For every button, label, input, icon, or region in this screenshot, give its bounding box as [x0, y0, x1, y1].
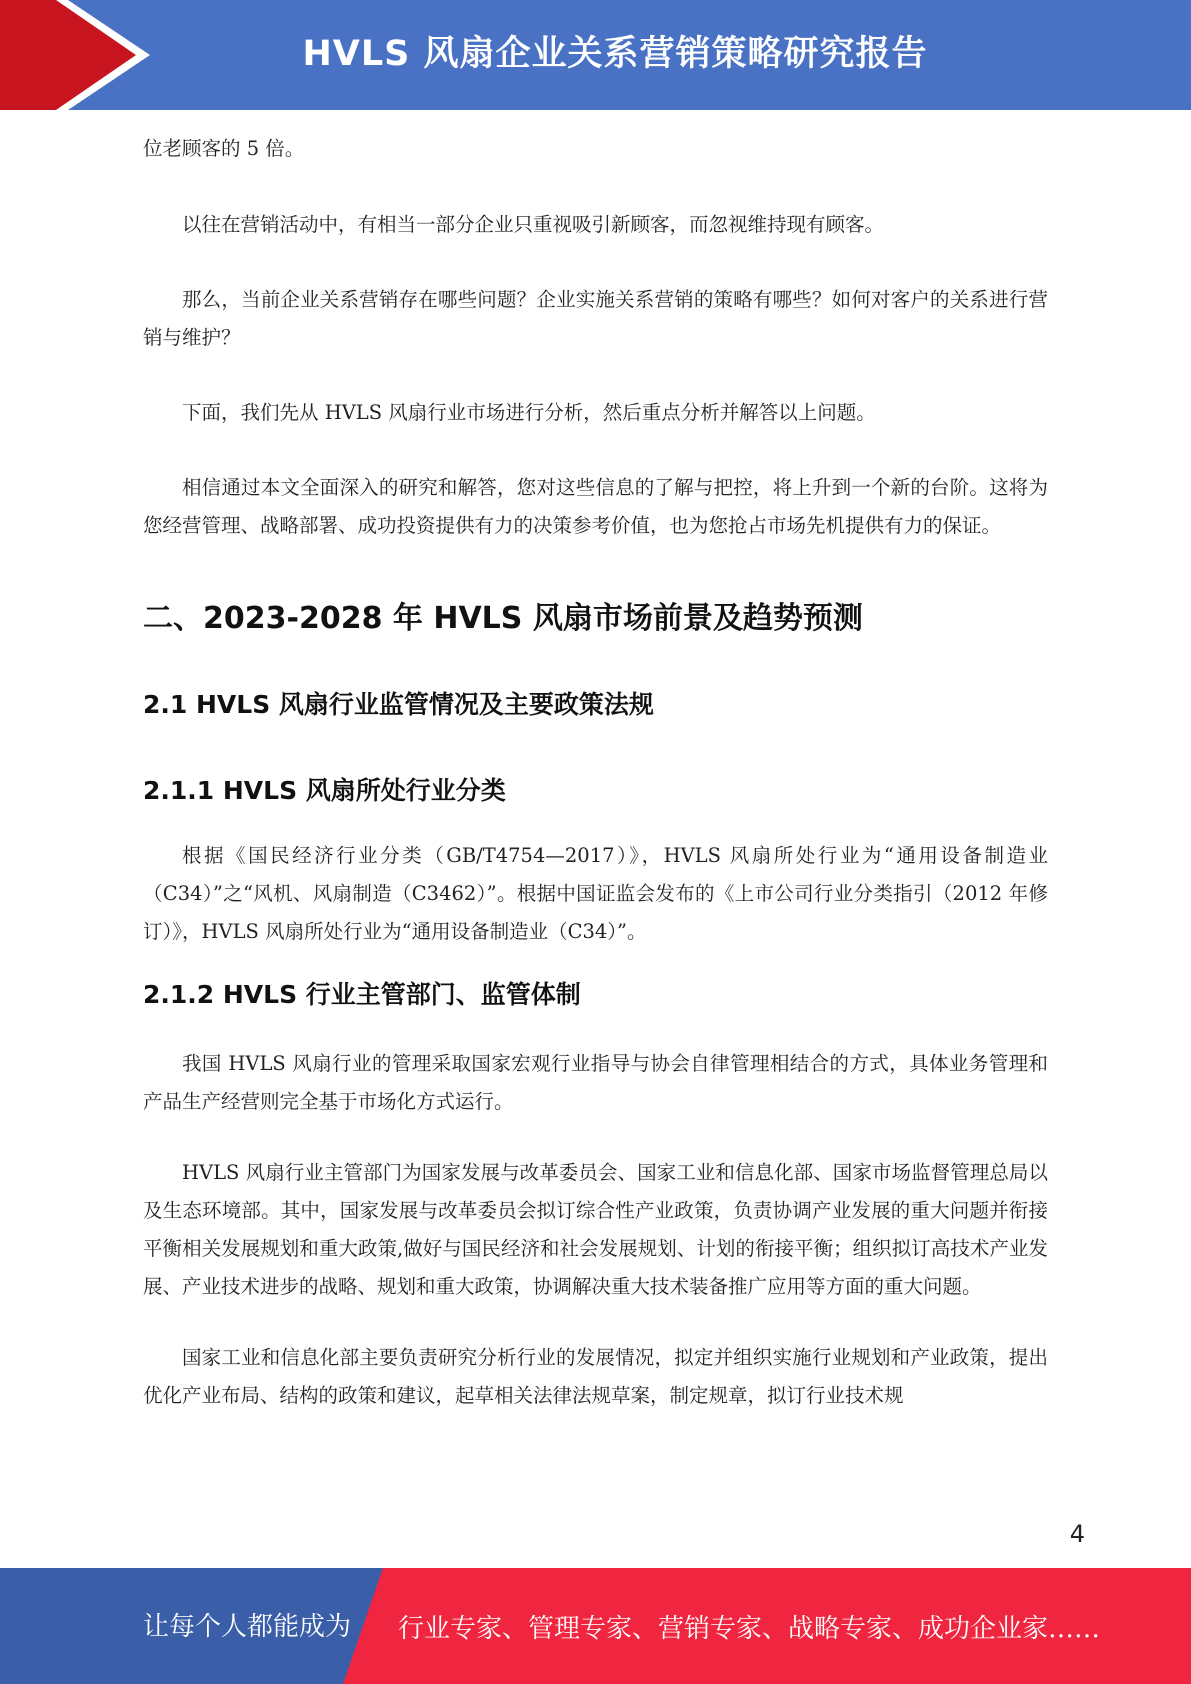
paragraph: 位老顾客的 5 倍。	[143, 137, 305, 160]
subsubsection-heading: 2.1.2 HVLS 行业主管部门、监管体制	[143, 980, 581, 1009]
page-header	[0, 0, 1191, 110]
page-footer	[0, 1568, 1191, 1684]
paragraph: 我国 HVLS 风扇行业的管理采取国家宏观行业指导与协会自律管理相结合的方式，具体业务管理和产品生产经营则完全基于市场化方式运行。	[143, 1052, 1048, 1113]
subsubsection-heading: 2.1.1 HVLS 风扇所处行业分类	[143, 776, 506, 805]
paragraph: 那么，当前企业关系营销存在哪些问题？企业实施关系营销的策略有哪些？如何对客户的关系进行营销与维护？	[143, 288, 1048, 349]
paragraph: 下面，我们先从 HVLS 风扇行业市场进行分析，然后重点分析并解答以上问题。	[182, 401, 876, 424]
page-number: 4	[1069, 1520, 1085, 1548]
paragraph: 国家工业和信息化部主要负责研究分析行业的发展情况，拟定并组织实施行业规划和产业政策，提出优化产业布局、结构的政策和建议，起草相关法律法规草案，制定规章，拟订行业技术规	[143, 1346, 1048, 1407]
footer-slogan-left: 让每个人都能成为	[143, 1612, 352, 1642]
footer-slogan-right: 行业专家、管理专家、营销专家、战略专家、成功企业家……	[398, 1614, 1101, 1644]
paragraph: 根据《国民经济行业分类（GB/T4754—2017）》，HVLS 风扇所处行业为“通用设备制造业（C34）”之“风机、风扇制造（C3462）”。根据中国证监会发布的《上市公司行业分类指引（2012 年修订）》，HVLS 风扇所处行业为“通用设备制造业（C34）”。	[143, 844, 1048, 943]
paragraph: HVLS 风扇行业主管部门为国家发展与改革委员会、国家工业和信息化部、国家市场监督管理总局以及生态环境部。其中，国家发展与改革委员会拟订综合性产业政策，负责协调产业发展的重大问题并衔接平衡相关发展规划和重大政策,做好与国民经济和社会发展规划、计划的衔接平衡；组织拟订高技术产业发展、产业技术进步的战略、规划和重大政策，协调解决重大技术装备推广应用等方面的重大问题。	[143, 1161, 1048, 1298]
document-body	[143, 130, 1048, 1415]
paragraph: 以往在营销活动中，有相当一部分企业只重视吸引新顾客，而忽视维持现有顾客。	[182, 213, 885, 236]
header-chevron-decoration	[0, 0, 150, 110]
subsection-heading: 2.1 HVLS 风扇行业监管情况及主要政策法规	[143, 690, 654, 719]
header-title: HVLS 风扇企业关系营销策略研究报告	[302, 34, 928, 74]
paragraph: 相信通过本文全面深入的研究和解答，您对这些信息的了解与把控，将上升到一个新的台阶。这将为您经营管理、战略部署、成功投资提供有力的决策参考价值，也为您抢占市场先机提供有力的保证。	[143, 476, 1048, 537]
section-heading: 二、2023-2028 年 HVLS 风扇市场前景及趋势预测	[143, 601, 863, 636]
